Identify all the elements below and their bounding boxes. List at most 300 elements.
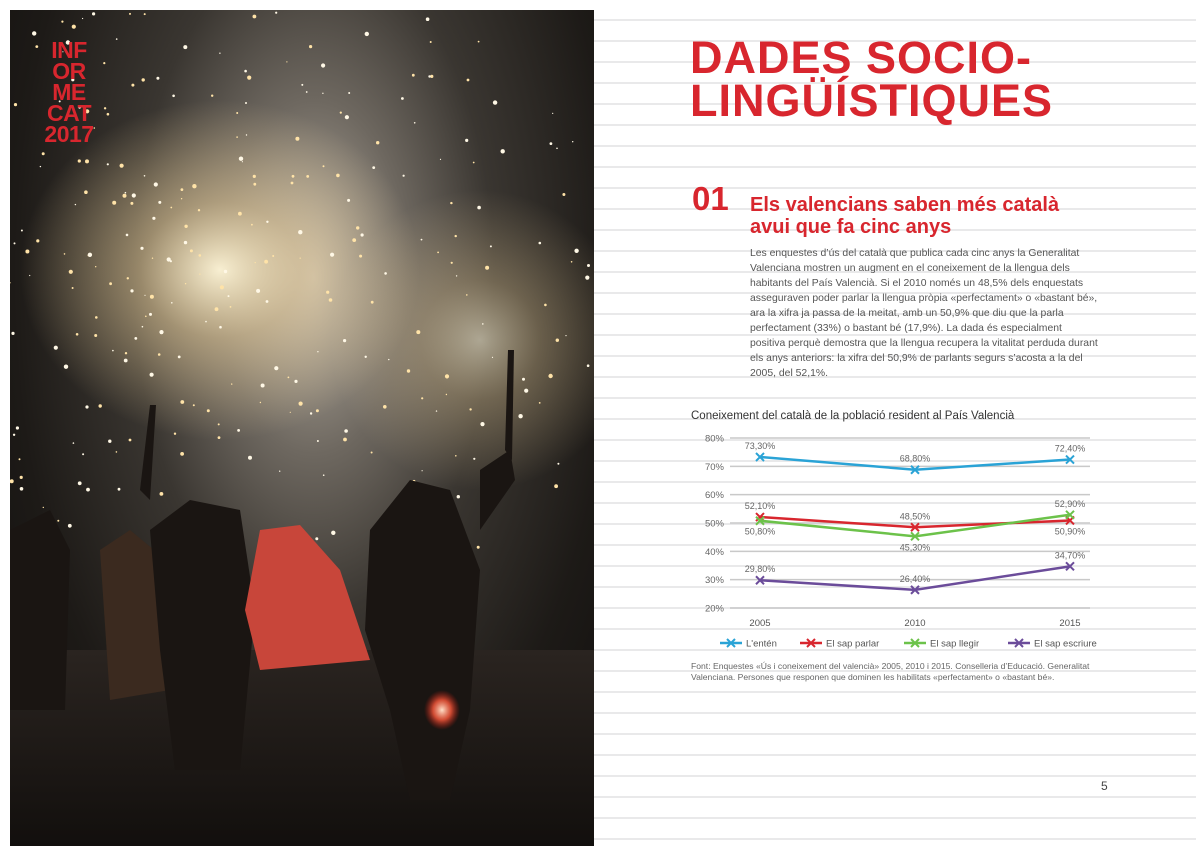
spark [253, 183, 256, 186]
section-number: 01 [692, 180, 729, 217]
data-label: 29,80% [744, 564, 776, 575]
spark [190, 249, 193, 252]
spark [247, 76, 251, 80]
spark [450, 202, 452, 204]
spark [467, 79, 470, 82]
logo-line: ME [52, 79, 86, 105]
spark [286, 61, 287, 62]
y-tick-label: 20% [704, 603, 724, 615]
spark [193, 404, 195, 406]
data-label: 68,80% [899, 453, 931, 464]
spark [10, 479, 14, 483]
line-chart [690, 428, 1100, 653]
spark [85, 159, 89, 163]
spark [219, 53, 220, 54]
spark [473, 162, 475, 164]
spark [76, 333, 79, 336]
spark [501, 149, 505, 153]
spark [126, 234, 129, 237]
spark [130, 202, 133, 205]
spark [236, 112, 238, 114]
data-label: 50,90% [1054, 526, 1086, 537]
spark [215, 307, 219, 311]
legend-label: L'entén [746, 638, 777, 650]
spark [414, 122, 416, 124]
spark [20, 476, 23, 479]
spark [574, 249, 578, 253]
section-title-line1: Els valencians saben més català [750, 194, 1060, 216]
spark [548, 374, 552, 378]
data-label: 48,50% [899, 511, 931, 522]
spark [248, 456, 252, 460]
spark [140, 247, 143, 250]
spark [242, 161, 243, 162]
spark [14, 103, 17, 106]
spark [340, 112, 342, 114]
logo-line: OR [52, 58, 86, 84]
spark [142, 326, 144, 328]
spark [231, 383, 232, 384]
spark [25, 250, 29, 254]
x-tick-label: 2005 [749, 618, 771, 629]
spark [457, 495, 460, 498]
spark [88, 253, 92, 257]
spark [290, 412, 291, 413]
spark [492, 357, 493, 358]
section-title [750, 194, 1110, 238]
spark [107, 163, 109, 165]
data-label: 73,30% [744, 440, 776, 451]
spark [219, 326, 222, 329]
spark [255, 262, 256, 263]
spark [430, 41, 432, 43]
spark [562, 193, 565, 196]
spark [384, 272, 387, 275]
spark [104, 107, 106, 109]
spark [264, 260, 268, 264]
spark [78, 481, 82, 485]
spark [466, 294, 468, 296]
spark [251, 224, 253, 226]
spark [421, 397, 423, 399]
spark [160, 492, 164, 496]
spark [150, 295, 154, 299]
spark [207, 409, 210, 412]
spark [480, 422, 484, 426]
spark [69, 270, 73, 274]
legend-label: El sap llegir [930, 638, 980, 650]
spark [149, 313, 152, 316]
spark [299, 402, 303, 406]
spark [199, 274, 200, 275]
spark [245, 102, 247, 104]
spark [42, 152, 45, 155]
spark [61, 21, 63, 23]
spark [85, 405, 88, 408]
data-label: 50,80% [744, 526, 776, 537]
spark [86, 488, 90, 492]
spark [428, 75, 430, 77]
spark [107, 113, 110, 116]
spark [103, 62, 105, 64]
spark [544, 304, 547, 307]
spark [585, 276, 589, 280]
spark [321, 63, 325, 67]
spark [317, 440, 319, 442]
spark [310, 412, 312, 414]
spark [356, 226, 359, 229]
y-tick-label: 50% [704, 518, 724, 530]
spark [347, 199, 350, 202]
spark [184, 225, 187, 228]
spark [279, 471, 280, 472]
spark [556, 339, 559, 342]
spark [571, 261, 573, 263]
spark [54, 346, 58, 350]
spark [57, 520, 59, 522]
spark [485, 266, 489, 270]
legend-label: El sap parlar [826, 638, 880, 650]
spark [440, 159, 441, 160]
spark [167, 257, 171, 261]
spark [455, 455, 457, 457]
spark [154, 182, 158, 186]
spark [552, 113, 553, 114]
spark [127, 277, 129, 279]
spark [306, 91, 308, 93]
spark [315, 537, 318, 540]
spark [469, 408, 471, 410]
y-tick-label: 70% [704, 461, 724, 473]
spark [11, 332, 14, 335]
festival-photo [10, 10, 594, 846]
spark [181, 198, 182, 199]
spark [473, 458, 475, 460]
spark [184, 241, 187, 244]
spark [94, 334, 97, 337]
spark [224, 270, 227, 273]
spark [170, 207, 172, 209]
spark [158, 353, 161, 356]
spark [144, 175, 146, 177]
spark [565, 335, 566, 336]
spark [220, 285, 224, 289]
data-label: 52,10% [744, 501, 776, 512]
spark [493, 100, 497, 104]
spark [230, 306, 232, 308]
y-tick-label: 40% [704, 546, 724, 558]
spark [14, 242, 16, 244]
logo-line: CAT [46, 100, 92, 126]
spark [331, 531, 335, 535]
spark [120, 164, 124, 168]
spark [78, 159, 81, 162]
spark [316, 409, 319, 412]
spark [72, 287, 74, 289]
x-tick-label: 2010 [904, 618, 926, 629]
spark [64, 365, 68, 369]
spark [152, 217, 155, 220]
spark [436, 410, 437, 411]
spark [10, 282, 11, 283]
data-label: 34,70% [1054, 550, 1086, 561]
spark [218, 436, 221, 439]
spark [185, 283, 186, 284]
spark [266, 300, 269, 303]
spark [298, 230, 302, 234]
spark [416, 330, 420, 334]
spark [345, 115, 349, 119]
spark [116, 451, 118, 453]
spark [376, 141, 379, 144]
data-label: 52,90% [1054, 498, 1086, 509]
spark [192, 184, 196, 188]
spark [539, 242, 542, 245]
spark [343, 339, 346, 342]
spark [348, 92, 350, 94]
spark [132, 193, 136, 197]
spark [451, 262, 453, 264]
spark [237, 429, 240, 432]
y-tick-label: 30% [704, 575, 724, 587]
spark [253, 175, 256, 178]
x-tick-label: 2015 [1059, 618, 1081, 629]
spark [130, 289, 133, 292]
spark [323, 165, 325, 167]
spark [388, 359, 389, 360]
spark [344, 429, 348, 433]
spark [524, 389, 528, 393]
spark [20, 487, 24, 491]
spark [587, 364, 590, 367]
spark [330, 253, 334, 257]
spark [68, 524, 72, 528]
spark [306, 175, 309, 178]
spark [129, 439, 132, 442]
spark [244, 70, 247, 73]
spark [383, 405, 387, 409]
spark [361, 233, 364, 236]
spark [142, 78, 145, 81]
spark [171, 302, 173, 304]
spark [43, 507, 44, 508]
spark [518, 414, 522, 418]
spark [205, 321, 207, 323]
spark [228, 295, 230, 297]
spark [19, 458, 21, 460]
page-title-line2: LINGÜÍSTIQUES [690, 75, 1054, 126]
spark [478, 41, 480, 43]
section-title-line2: avui que fa cinc anys [750, 216, 952, 238]
spark [181, 188, 184, 191]
spark [557, 463, 559, 465]
spark [456, 275, 457, 276]
y-tick-label: 60% [704, 490, 724, 502]
spark [238, 212, 242, 216]
spark [211, 95, 213, 97]
spark [477, 206, 481, 210]
spark [144, 13, 146, 15]
spark [112, 350, 114, 352]
spark [522, 378, 525, 381]
spark [422, 470, 423, 471]
fireworks-image [10, 10, 594, 846]
page-number: 5 [1101, 779, 1108, 793]
spark [156, 77, 159, 80]
spark [274, 366, 278, 370]
spark [407, 369, 410, 372]
spark [365, 32, 369, 36]
spark [445, 374, 449, 378]
spark [159, 330, 163, 334]
spark [129, 13, 131, 15]
spark [75, 204, 76, 205]
spark [465, 139, 468, 142]
spark [372, 166, 375, 169]
spark [134, 337, 137, 340]
spark [260, 402, 261, 403]
spark [16, 426, 19, 429]
spark [365, 356, 367, 358]
spark [587, 264, 590, 267]
spark [150, 373, 154, 377]
spark [272, 255, 274, 257]
spark [288, 377, 290, 379]
spark [84, 190, 88, 194]
spark [178, 356, 181, 359]
spark [73, 442, 75, 444]
source-note: Font: Enquestes «Ús i coneixement del valencià» 2005, 2010 i 2015. Conselleria d’Educació. Generalitat Valenciana. Persones que responen que dominen les habilitats «perfectament» o «bastant bé». [691, 661, 1090, 682]
spark [482, 323, 484, 325]
spark [123, 194, 127, 198]
chart-title: Coneixement del català de la població resident al País Valencià [691, 410, 1015, 422]
spark [301, 84, 303, 86]
spark [124, 359, 128, 363]
section-body: Les enquestes d’ús del català que publica cada cinc anys la Generalitat Valenciana mostren un augment en el coneixement de la llengua dels habitants del País Valencià. Si el 2010 només un 48,5% dels enquestats asseguraven poder parlar la llengua pròpia «perfectament» o «bastant bé», ara la xifra ja passa de la meitat, amb un 50,9% que diu que la parla perfectament (33%) o bastant bé (17,9%). La dada és especialment positiva perquè demostra que la llengua recupera la vitalitat perduda durant els anys anteriors: la xifra del 50,9% de parlants segurs s’acosta a la del 2005, del 52,1%. [750, 248, 1098, 379]
spark [118, 488, 121, 491]
spark [183, 45, 187, 49]
spark [329, 298, 333, 302]
spark [421, 239, 423, 241]
spark [236, 136, 238, 138]
data-label: 72,40% [1054, 443, 1086, 454]
informe-cat-logo [42, 37, 96, 147]
spark [446, 394, 447, 395]
spark [92, 12, 95, 15]
spark [246, 134, 247, 135]
spark [180, 452, 184, 456]
spark [64, 253, 66, 255]
text-page [594, 0, 1196, 846]
spark [294, 380, 297, 383]
spark [99, 404, 102, 407]
spark [490, 245, 492, 247]
spark [317, 351, 318, 352]
spark [477, 546, 480, 549]
spark [95, 266, 96, 267]
data-label: 45,30% [899, 542, 931, 553]
spark [343, 438, 347, 442]
spark [198, 209, 200, 211]
spark [359, 255, 362, 258]
spark [256, 289, 260, 293]
spark [29, 275, 30, 276]
spark [539, 402, 541, 404]
spark [109, 282, 112, 285]
spark [291, 182, 294, 185]
page-title [690, 32, 1054, 126]
spark [295, 137, 299, 141]
spark [158, 201, 161, 204]
spark [125, 352, 127, 354]
spark [412, 74, 415, 77]
spark [261, 384, 265, 388]
spark [572, 141, 573, 142]
spark [174, 433, 176, 435]
spark [323, 474, 325, 476]
spark [199, 254, 202, 257]
spark [371, 452, 373, 454]
spark [300, 258, 301, 259]
page-title-line1: DADES SOCIO- [690, 32, 1033, 83]
spark [371, 301, 374, 304]
spark [403, 175, 405, 177]
spark [144, 295, 145, 296]
spark [266, 221, 268, 223]
spark [131, 84, 134, 87]
data-label: 26,40% [899, 573, 931, 584]
spark [72, 25, 76, 29]
spark [275, 12, 277, 14]
spark [180, 400, 184, 404]
spark [21, 230, 23, 232]
spark [95, 316, 98, 319]
spark [309, 45, 312, 48]
spark [554, 484, 558, 488]
y-tick-label: 80% [704, 433, 724, 445]
spark [13, 434, 15, 436]
spark [35, 45, 38, 48]
spark [145, 316, 147, 318]
spark [239, 157, 243, 161]
spark [292, 175, 295, 178]
spark [455, 235, 457, 237]
spark [32, 31, 36, 35]
spark [556, 148, 558, 150]
spark [172, 95, 175, 98]
spark [82, 453, 84, 455]
logo-line: INF [51, 37, 87, 63]
spark [218, 423, 220, 425]
spark [125, 192, 127, 194]
spark [336, 174, 340, 178]
legend-label: El sap escriure [1034, 638, 1097, 650]
spark [326, 291, 329, 294]
spark [437, 252, 439, 254]
spark [352, 238, 356, 242]
spark [426, 17, 430, 21]
spark [152, 258, 153, 259]
logo-line: 2017 [44, 121, 94, 147]
spark [116, 38, 118, 40]
spark [112, 201, 116, 205]
spark [36, 239, 39, 242]
spark [550, 142, 553, 145]
spark [108, 440, 111, 443]
spark [322, 93, 323, 94]
spark [253, 15, 257, 19]
spark [401, 97, 404, 100]
